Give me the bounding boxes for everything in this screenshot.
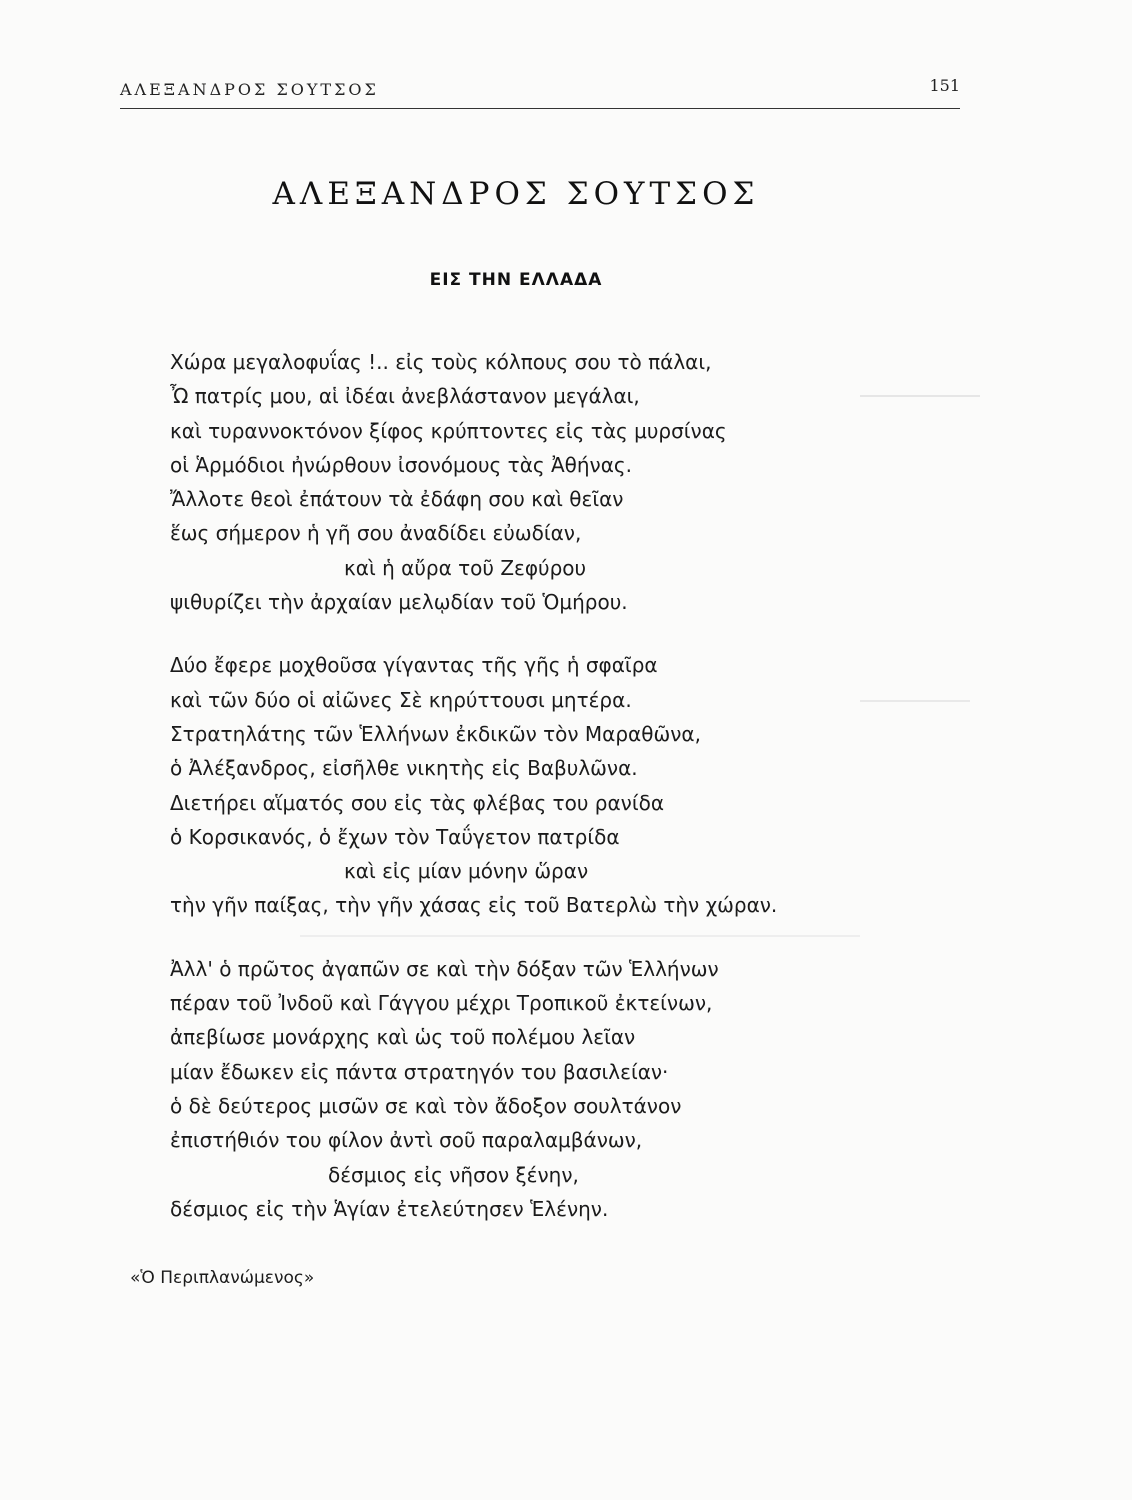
- poem-line: ἐπιστήθιόν του φίλον ἀντὶ σοῦ παραλαμβάνων,: [170, 1128, 643, 1153]
- poem-line: τὴν γῆν παίξας, τὴν γῆν χάσας εἰς τοῦ Βατερλὼ τὴν χώραν.: [170, 893, 778, 918]
- poem-line: δέσμιος εἰς τὴν Ἁγίαν ἐτελεύτησεν Ἑλένην.: [170, 1196, 609, 1221]
- running-head: ΑΛΕΞΑΝΔΡΟΣ ΣΟΥΤΣΟΣ: [120, 80, 379, 99]
- poem-line: καὶ τυραννοκτόνον ξίφος κρύπτοντες εἰς τὰς μυρσίνας: [170, 418, 727, 443]
- stanza: [170, 648, 970, 922]
- header-rule: [120, 108, 960, 109]
- poem-line: μίαν ἔδωκεν εἰς πάντα στρατηγόν του βασιλείαν·: [170, 1059, 669, 1084]
- poem-line: ἀπεβίωσε μονάρχης καὶ ὡς τοῦ πολέμου λεῖαν: [170, 1025, 636, 1050]
- poem-line-indented: δέσμιος εἰς νῆσον ξένην,: [328, 1162, 579, 1187]
- poem-title: ΕΙΣ ΤΗΝ ΕΛΛΑΔΑ: [429, 270, 603, 290]
- poem-line: ὁ Ἀλέξανδρος, εἰσῆλθε νικητὴς εἰς Βαβυλῶνα.: [170, 756, 638, 781]
- author-title: ΑΛΕΞΑΝΔΡΟΣ ΣΟΥΤΣΟΣ: [272, 176, 760, 212]
- poem-line: Ὦ πατρίς μου, αἱ ἰδέαι ἀνεβλάστανον μεγάλαι,: [170, 384, 640, 409]
- poem-line: ὁ δὲ δεύτερος μισῶν σε καὶ τὸν ἄδοξον σουλτάνον: [170, 1093, 682, 1118]
- poem-line: ὁ Κορσικανός, ὁ ἔχων τὸν Ταΰγετον πατρίδα: [170, 824, 620, 849]
- poem-line-indented: καὶ εἰς μίαν μόνην ὥραν: [344, 859, 589, 884]
- stanza: [170, 345, 970, 619]
- poem-line: Δύο ἔφερε μοχθοῦσα γίγαντας τῆς γῆς ἡ σφαῖρα: [170, 653, 658, 678]
- poem-line: ἕως σήμερον ἡ γῆ σου ἀναδίδει εὐωδίαν,: [170, 521, 582, 546]
- poem-line: Ἀλλ' ὁ πρῶτος ἀγαπῶν σε καὶ τὴν δόξαν τῶν Ἑλλήνων: [170, 956, 719, 981]
- poem-line: Στρατηλάτης τῶν Ἑλλήνων ἐκδικῶν τὸν Μαραθῶνα,: [170, 721, 701, 746]
- poem-line: Ἄλλοτε θεοὶ ἐπάτουν τὰ ἐδάφη σου καὶ θεῖαν: [170, 487, 624, 512]
- stanza: [170, 952, 970, 1226]
- poem-line: Διετήρει αἵματός σου εἰς τὰς φλέβας του ρανίδα: [170, 790, 665, 815]
- source-attribution: «Ὁ Περιπλανώμενος»: [130, 1268, 315, 1288]
- poem-body: [170, 345, 970, 1255]
- poem-line: ψιθυρίζει τὴν ἀρχαίαν μελῳδίαν τοῦ Ὁμήρου.: [170, 590, 628, 615]
- page-number: 151: [929, 76, 960, 95]
- poem-line: οἱ Ἁρμόδιοι ἠνώρθουν ἰσονόμους τὰς Ἀθήνας.: [170, 452, 633, 477]
- poem-line: πέραν τοῦ Ἰνδοῦ καὶ Γάγγου μέχρι Τροπικοῦ ἐκτείνων,: [170, 991, 713, 1016]
- poem-line: Χώρα μεγαλοφυΐας !.. εἰς τοὺς κόλπους σου τὸ πάλαι,: [170, 350, 712, 374]
- poem-line: καὶ τῶν δύο οἱ αἰῶνες Σὲ κηρύττουσι μητέρα.: [170, 687, 632, 712]
- poem-line-indented: καὶ ἡ αὔρα τοῦ Ζεφύρου: [344, 555, 587, 580]
